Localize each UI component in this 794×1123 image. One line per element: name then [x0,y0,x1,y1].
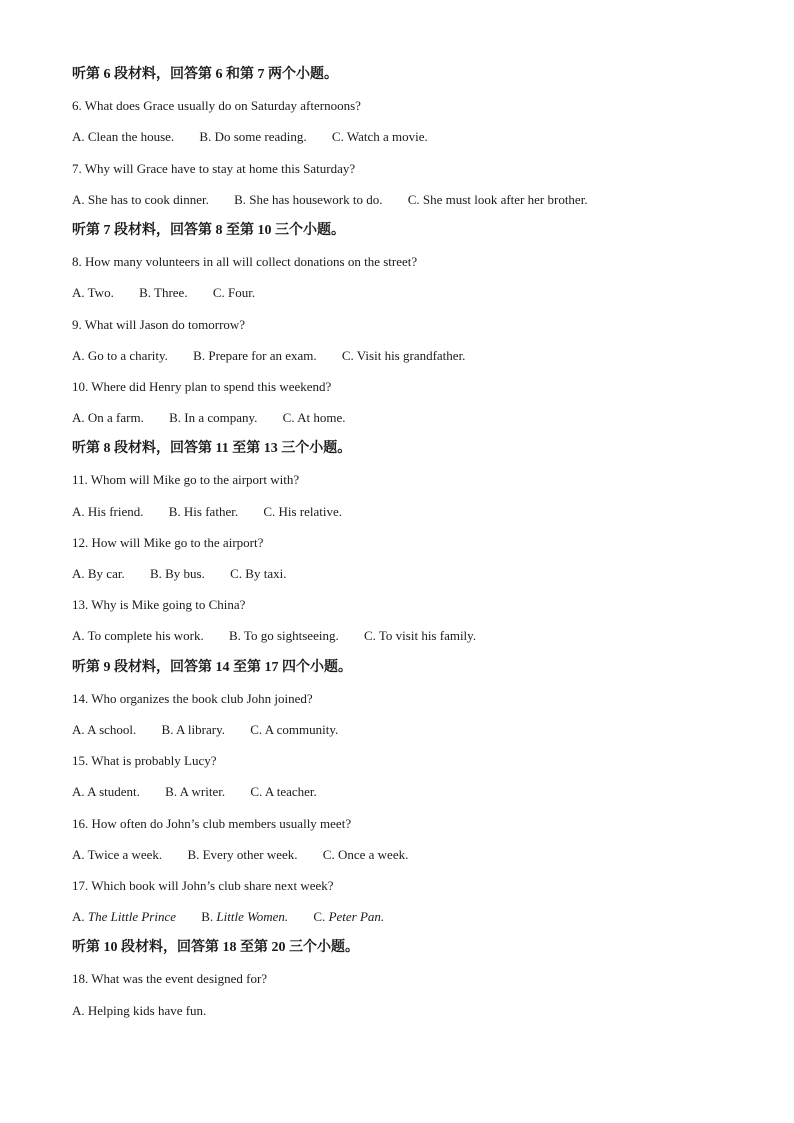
option-18a: A. Helping kids have fun. [72,1002,207,1018]
option-10b: B. In a company. [169,410,258,426]
option-13b: B. To go sightseeing. [228,628,339,644]
option-7b: B. She has housework to do. [234,191,383,207]
option-16a: A. Twice a week. [72,846,163,862]
options-17 [72,906,732,937]
section-heading-8: 听第 8 段材料，回答第 11 至第 13 三个小题。 [72,441,352,457]
section-heading-10: 听第 10 段材料，回答第 18 至第 20 三个小题。 [72,940,359,956]
options-13 [72,625,732,656]
options-8 [72,282,732,313]
options-18 [72,1000,732,1031]
option-15a: A. A student. [72,784,140,800]
option-11b: B. His father. [168,503,239,519]
option-11a: A. His friend. [72,503,144,519]
option-end: . [380,909,385,925]
option-16c: C. Once a week. [322,846,409,862]
section-heading-7: 听第 7 段材料，回答第 8 至第 10 三个小题。 [72,222,345,238]
option-7c: C. She must look after her brother. [407,191,588,207]
option-6c: C. Watch a movie. [331,129,428,145]
question-15: 15. What is probably Lucy? [72,753,217,769]
book-title: Little Women [216,909,285,925]
option-10c: C. At home. [282,410,346,426]
option-letter: C. [313,909,326,925]
option-12a: A. By car. [72,566,125,581]
option-6b: B. Do some reading. [199,129,307,145]
question-9: 9. What will Jason do tomorrow? [72,316,246,332]
book-title: The Little Prince [87,909,176,925]
question-11: 11. Whom will Mike go to the airport with? [72,472,300,488]
options-10 [72,407,732,438]
option-13c: C. To visit his family. [363,628,477,644]
question-16: 16. How often do John’s club members usually meet? [72,815,352,831]
question-17: 17. Which book will John’s club share next week? [72,877,334,893]
options-7 [72,189,732,220]
option-8a: A. Two. [72,285,114,301]
option-12c: C. By taxi. [230,566,287,581]
options-16 [72,844,732,875]
option-17a [72,906,176,928]
option-15b: B. A writer. [165,784,226,800]
exam-page [72,64,732,1031]
option-9a: A. Go to a charity. [72,347,168,363]
section-heading-9: 听第 9 段材料，回答第 14 至第 17 四个小题。 [72,659,352,675]
option-13a: A. To complete his work. [72,628,204,644]
option-6a: A. Clean the house. [72,129,175,145]
option-9b: B. Prepare for an exam. [193,347,317,363]
options-6 [72,126,732,157]
question-10: 10. Where did Henry plan to spend this weekend? [72,378,332,394]
option-12b: B. By bus. [149,566,205,581]
option-11c: C. His relative. [263,503,343,519]
option-7a: A. She has to cook dinner. [72,191,209,207]
option-letter: B. [201,909,214,925]
option-8c: C. Four. [212,285,256,301]
option-8b: B. Three. [139,285,188,301]
question-14: 14. Who organizes the book club John joined? [72,690,313,706]
option-letter: A. [72,909,85,925]
question-7: 7. Why will Grace have to stay at home this Saturday? [72,160,356,176]
options-14 [72,719,732,750]
option-9c: C. Visit his grandfather. [341,347,466,363]
question-13: 13. Why is Mike going to China? [72,597,246,613]
option-15c: C. A teacher. [250,784,317,800]
option-17b [201,906,288,928]
option-14a: A. A school. [72,721,137,737]
question-8: 8. How many volunteers in all will collect donations on the street? [72,254,418,270]
option-16b: B. Every other week. [187,846,298,862]
question-18: 18. What was the event designed for? [72,971,268,987]
book-title: Peter Pan [328,909,381,925]
question-6: 6. What does Grace usually do on Saturday afternoons? [72,98,361,114]
option-end: . [284,909,289,925]
question-12: 12. How will Mike go to the airport? [72,534,264,550]
section-heading-6: 听第 6 段材料，回答第 6 和第 7 两个小题。 [72,67,338,82]
options-9 [72,345,732,376]
options-12 [72,563,732,594]
options-11 [72,501,732,532]
options-15 [72,781,732,812]
option-14c: C. A community. [250,721,339,737]
option-10a: A. On a farm. [72,410,144,426]
option-14b: B. A library. [161,721,225,737]
option-17c [313,906,384,928]
